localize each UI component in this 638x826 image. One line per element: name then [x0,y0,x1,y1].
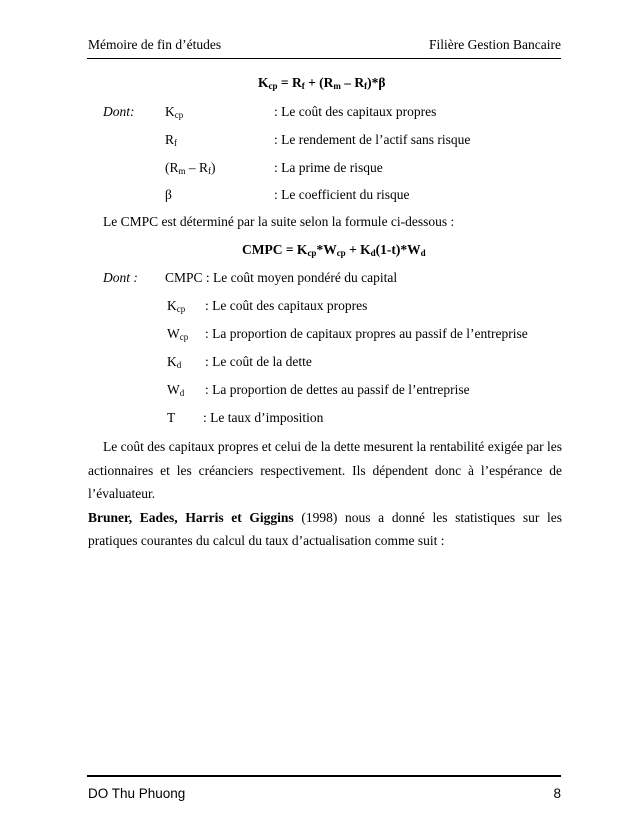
symbol-sub: cp [174,110,184,120]
symbol-sub: d [179,388,185,398]
formula-text: = R [277,75,302,90]
def2-5-desc: : Le taux d’imposition [203,410,324,425]
symbol-text: W [167,382,180,397]
def1-symbol [165,104,183,120]
formula-text: CMPC = K [242,242,308,257]
formula-text: *W [316,242,337,257]
def2-1-desc: : Le coût des capitaux propres [205,298,368,313]
symbol-sub: m [178,166,186,176]
def2-5-symbol: T [167,410,176,425]
def2-2-symbol [167,326,188,342]
capm-formula [258,75,386,91]
paragraph-text: Le coût des capitaux propres et celui de la dette mesurent la rentabilité exigée par les actionnaires et les créanciers respectivement. Ils dépendent donc à l’espérance de l’évaluateur. [88,439,562,501]
symbol-text: ) [211,160,216,175]
formula-sub: cp [307,248,317,258]
formula-text: + (R [304,75,334,90]
def2-3-desc: : Le coût de la dette [205,354,312,369]
def4-desc: : Le coefficient du risque [274,187,410,202]
header-right: Filière Gestion Bancaire [429,37,561,52]
def3-desc: : La prime de risque [274,160,383,175]
footer-rule [87,775,561,777]
def2-4-symbol [167,382,184,398]
formula-sub: f [301,81,305,91]
symbol-sub: cp [179,332,189,342]
paragraph-text: (1998) nous a donné les statistiques sur les pratiques courantes du calcul du taux d’actualisation comme suit : [88,509,562,548]
header-rule [87,58,561,59]
symbol-text: (R [165,160,179,175]
symbol-sub: cp [176,304,186,314]
formula-sub: cp [336,248,346,258]
symbol-text: – R [185,160,209,175]
def2-3-symbol [167,354,181,370]
def4-symbol: β [165,187,172,202]
def1-desc: : Le coût des capitaux propres [274,104,437,119]
footer-author: DO Thu Phuong [88,786,186,801]
symbol-text: W [167,326,180,341]
authors-text: Bruner, Eades, Harris et Giggins [88,509,294,525]
def2-4-desc: : La proportion de dettes au passif de l’entreprise [205,382,470,397]
formula-sub: d [370,248,376,258]
formula-text: + K [345,242,371,257]
formula-text: – R [340,75,365,90]
dont-label: Dont: [103,104,135,119]
def2-desc: : Le rendement de l’actif sans risque [274,132,471,147]
formula-sub: m [333,81,341,91]
def3-symbol [165,160,216,176]
symbol-text: K [165,104,175,119]
header-left: Mémoire de fin d’études [88,37,222,52]
body-paragraph [88,435,562,553]
dont-label-2: Dont : [103,270,138,285]
formula-sub: f [364,81,368,91]
page-number: 8 [553,786,561,801]
def2-symbol [165,132,177,148]
symbol-text: R [165,132,175,147]
cmpc-def: CMPC : Le coût moyen pondéré du capital [165,270,398,285]
formula-text: K [258,75,269,90]
cmpc-intro: Le CMPC est déterminé par la suite selon la formule ci-dessous : [103,214,455,229]
formula-text: (1-t)*W [375,242,421,257]
formula-text: )*β [367,75,386,90]
formula-sub: cp [268,81,278,91]
symbol-text: K [167,354,177,369]
symbol-sub: d [176,360,182,370]
symbol-sub: f [174,138,178,148]
formula-sub: d [420,248,426,258]
cmpc-formula [242,242,426,258]
def2-2-desc: : La proportion de capitaux propres au passif de l’entreprise [205,326,528,341]
def2-1-symbol [167,298,185,314]
symbol-text: K [167,298,177,313]
symbol-sub: f [208,166,212,176]
